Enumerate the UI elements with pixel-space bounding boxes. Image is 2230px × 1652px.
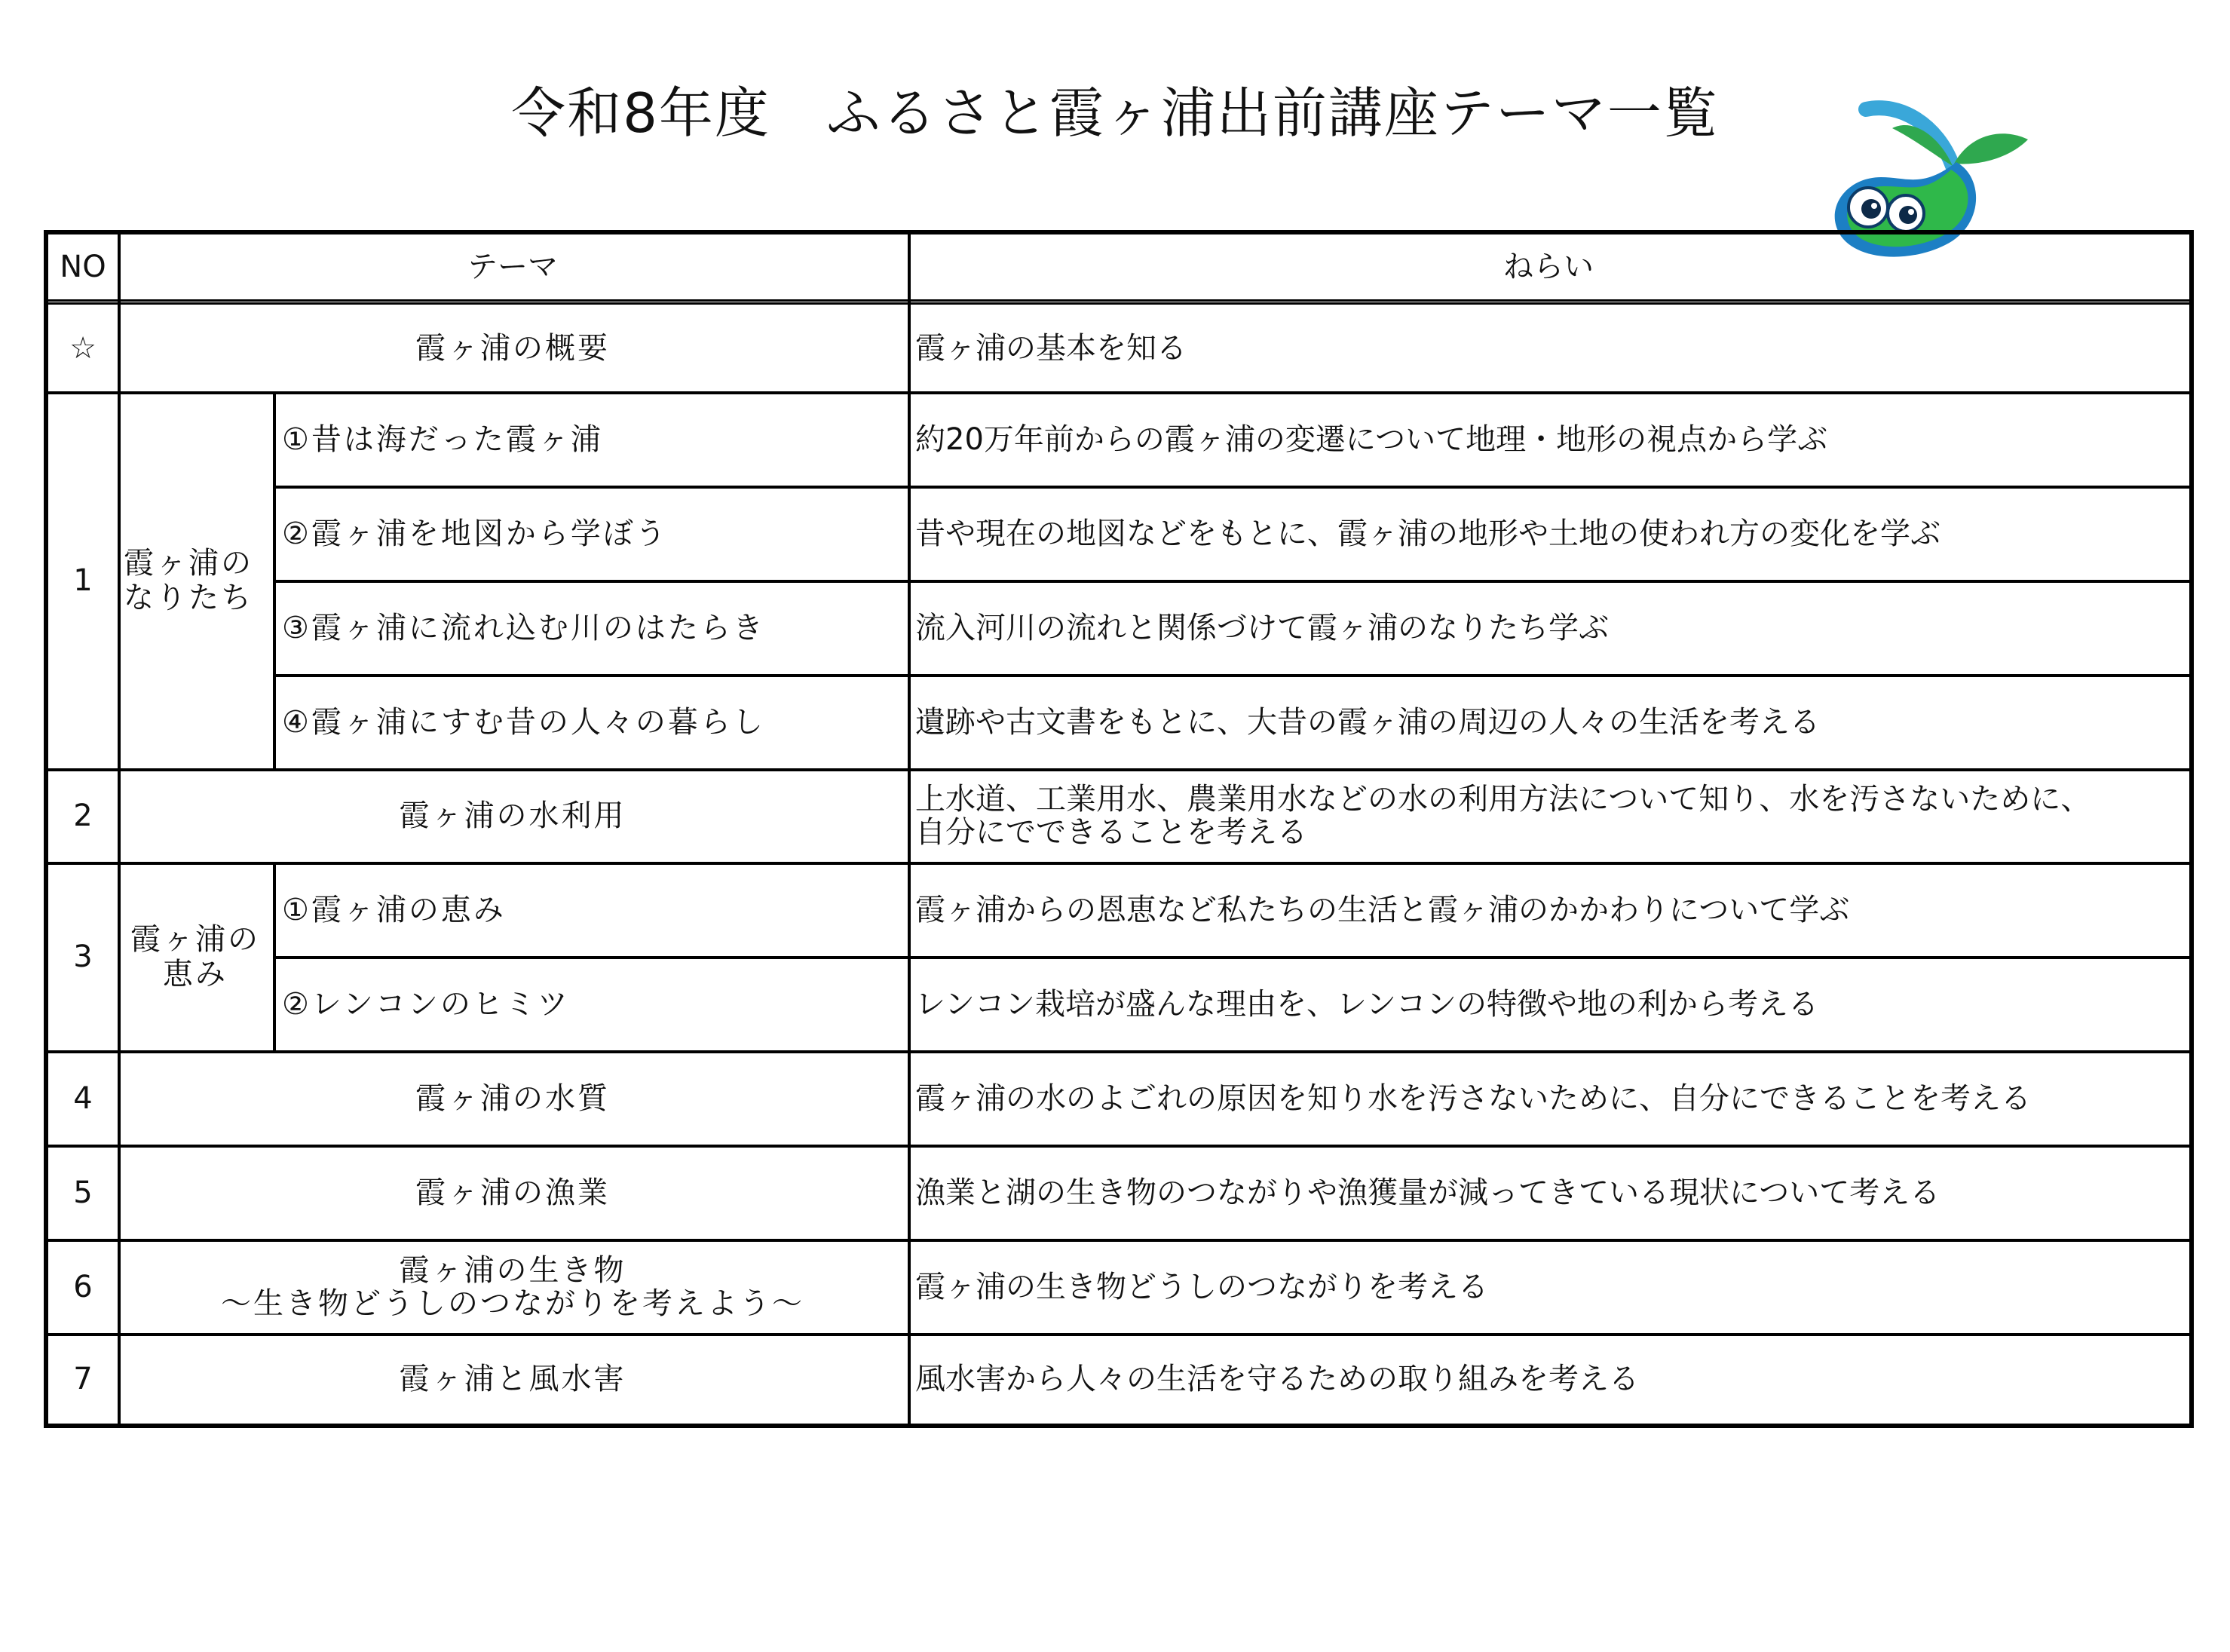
group-line: 恵み [163,957,228,992]
group-line: 霞ヶ浦の [124,546,253,581]
sub-theme: ①霞ヶ浦の恵み [282,892,506,927]
header-no: NO [60,250,106,284]
row-theme: 霞ヶ浦の漁業 [415,1175,610,1210]
row-no: 6 [73,1269,93,1304]
row-aim: 漁業と湖の生き物のつながりや漁獲量が減ってきている現状について考える [915,1175,1941,1210]
row-group [118,863,273,1050]
sub-theme: ③霞ヶ浦に流れ込む川のはたらき [282,610,765,645]
row-theme: 霞ヶ浦と風水害 [399,1362,626,1396]
aim-line: 上水道、工業用水、農業用水などの水の利用方法について知り、水を汚さないために、 [915,782,2091,817]
row-group [124,393,273,768]
row-theme [118,1240,908,1333]
group-line: なりたち [124,581,253,615]
row-aim: 風水害から人々の生活を守るための取り組みを考える [915,1362,1639,1396]
theme-line: ～生き物どうしのつながりを考えよう～ [221,1286,804,1321]
aim-line: 自分にでできることを考える [915,815,1307,850]
page-title: 令和8年度 ふるさと霞ヶ浦出前講座テーマ一覧 [511,81,1719,145]
row-no: 3 [73,939,93,974]
sub-theme: ①昔は海だった霞ヶ浦 [282,421,603,457]
row-theme: 霞ヶ浦の水質 [415,1080,610,1116]
sub-aim: 遺跡や古文書をもとに、大昔の霞ヶ浦の周辺の人々の生活を考える [915,704,1820,740]
sub-aim: 約20万年前からの霞ヶ浦の変遷について地理・地形の視点から学ぶ [915,421,1828,457]
row-aim: 霞ヶ浦の生き物どうしのつながりを考える [915,1269,1488,1304]
sub-theme: ②霞ヶ浦を地図から学ぼう [282,516,668,551]
row-theme: 霞ヶ浦の水利用 [399,798,626,833]
header-theme: テーマ [467,250,558,284]
sub-aim: 昔や現在の地図などをもとに、霞ヶ浦の地形や土地の使われ方の変化を学ぶ [915,516,1941,551]
sub-aim: レンコン栽培が盛んな理由を、レンコンの特徴や地の利から考える [915,986,1818,1022]
row-theme: 霞ヶ浦の概要 [415,330,610,366]
row-aim: 霞ヶ浦の水のよごれの原因を知り水を汚さないために、自分にできることを考える [915,1080,2031,1116]
theme-line: 霞ヶ浦の生き物 [399,1252,626,1288]
sub-aim: 流入河川の流れと関係づけて霞ヶ浦のなりたち学ぶ [915,610,1609,645]
row-no: 5 [73,1175,93,1210]
row-no: 4 [73,1080,93,1116]
row-no: 1 [73,563,93,598]
group-line: 霞ヶ浦の [130,922,260,957]
row-no: 7 [73,1362,93,1396]
theme-table [44,230,2194,1428]
row-aim [908,770,2189,862]
sub-theme: ②レンコンのヒミツ [282,986,570,1022]
row-aim: 霞ヶ浦の基本を知る [915,330,1187,366]
sub-aim: 霞ヶ浦からの恩恵など私たちの生活と霞ヶ浦のかかわりについて学ぶ [915,892,1850,927]
row-no: ☆ [69,330,96,366]
sub-theme: ④霞ヶ浦にすむ昔の人々の暮らし [282,704,765,740]
row-no: 2 [73,798,93,833]
header-aim: ねらい [1503,250,1594,284]
